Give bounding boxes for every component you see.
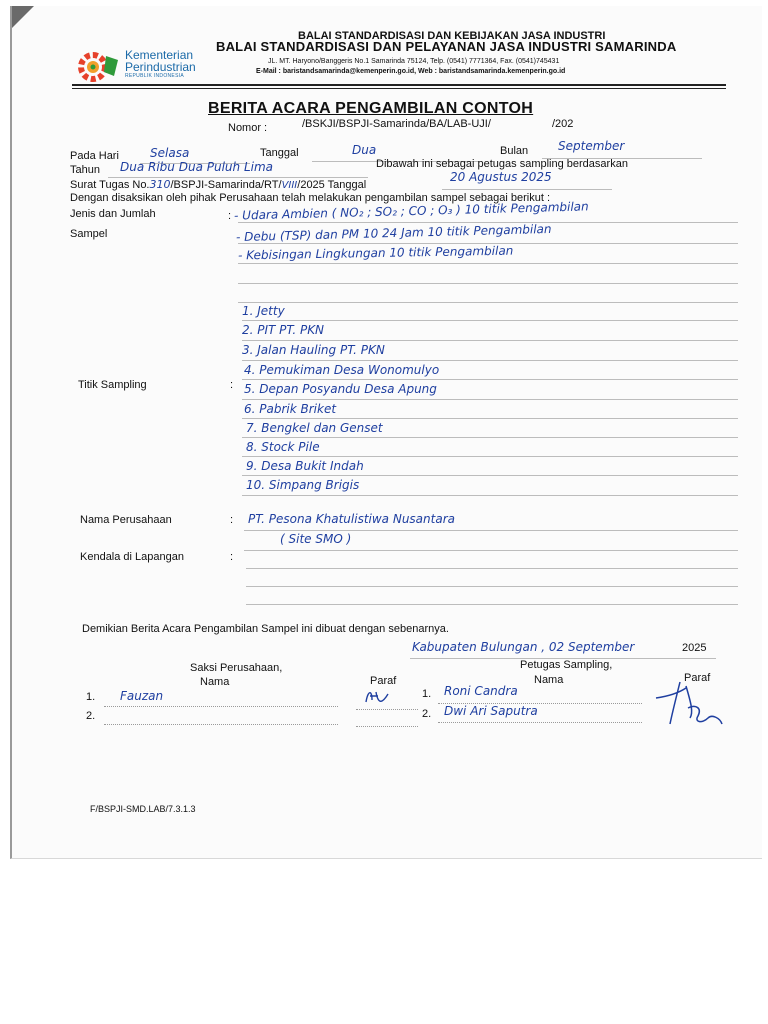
document-title: BERITA ACARA PENGAMBILAN CONTOH	[208, 100, 534, 117]
saksi-1-line	[104, 706, 338, 707]
place-date-year: 2025	[682, 642, 707, 654]
kendala-line-3	[246, 604, 738, 605]
logo-text-ri: REPUBLIK INDONESIA	[125, 73, 185, 79]
titik-item-10: 10. Simpang Brigis	[246, 478, 360, 492]
titik-item-3: 3. Jalan Hauling PT. PKN	[242, 343, 385, 357]
kemenperin-logo-icon	[76, 50, 122, 84]
perusahaan-line-1	[244, 530, 738, 531]
tahun-value: Dua Ribu Dua Puluh Lima	[120, 160, 273, 174]
petugas-1-number: 1.	[422, 688, 432, 700]
saksi-paraf-line-2	[356, 726, 418, 727]
petugas-paraf-label: Paraf	[684, 672, 711, 684]
titik-item-5: 5. Depan Posyandu Desa Apung	[244, 382, 437, 396]
titik-item-8: 8. Stock Pile	[246, 440, 320, 454]
corner-fold	[12, 6, 34, 28]
saksi-paraf-signature-icon	[362, 686, 392, 708]
logo-text-perindustrian: Perindustrian	[125, 60, 196, 74]
demikian-text: Demikian Berita Acara Pengambilan Sampel ini dibuat dengan sebenarnya.	[82, 623, 449, 635]
saksi-2-number: 2.	[86, 710, 96, 722]
org-line-1: BALAI STANDARDISASI DAN KEBIJAKAN JASA INDUSTRI	[298, 30, 606, 42]
saksi-1-name: Fauzan	[120, 689, 164, 703]
nomor-year: /202	[552, 118, 574, 130]
bulan-value: September	[558, 139, 625, 153]
petugas-2-name: Dwi Ari Saputra	[444, 704, 538, 718]
kendala-line-1	[246, 568, 738, 569]
titik-line-4	[242, 379, 738, 380]
surat-no: 310	[149, 178, 171, 191]
surat-date: 20 Agustus 2025	[450, 170, 552, 184]
form-code: F/BSPJI-SMD.LAB/7.3.1.3	[90, 804, 196, 814]
sample-item-2: - Debu (TSP) dan PM 10 24 Jam 10 titik Pengambilan	[235, 221, 552, 245]
sampel-label: Sampel	[70, 228, 108, 240]
bulan-label: Bulan	[500, 145, 529, 157]
titik-item-7: 7. Bengkel dan Genset	[246, 421, 383, 435]
titik-line-2	[242, 340, 738, 341]
saksi-paraf-label: Paraf	[370, 675, 397, 687]
sample-line-5	[238, 302, 738, 303]
saksi-2-line	[104, 724, 338, 725]
perusahaan-line-2	[244, 550, 738, 551]
org-address: JL. MT. Haryono/Banggeris No.1 Samarinda 75124, Telp. (0541) 7771364, Fax. (0541)745431	[268, 58, 560, 65]
surat-date-line	[442, 189, 612, 190]
header-rule-thin	[72, 88, 726, 89]
place-date: Kabupaten Bulungan , 02 September	[412, 640, 635, 654]
titik-label: Titik Sampling	[78, 379, 147, 391]
surat-suffix: /2025 Tanggal	[297, 179, 367, 191]
dibawah-text: Dibawah ini sebagai petugas sampling berdasarkan	[376, 158, 628, 170]
titik-item-1: 1. Jetty	[242, 304, 285, 318]
titik-line-6	[242, 418, 738, 419]
tanggal-value: Dua	[352, 143, 377, 157]
perusahaan-colon: :	[230, 514, 234, 526]
kendala-label: Kendala di Lapangan	[80, 551, 184, 563]
titik-line-9	[242, 475, 738, 476]
sample-line-4	[238, 283, 738, 284]
titik-line-7	[242, 437, 738, 438]
titik-line-5	[242, 399, 738, 400]
titik-line-8	[242, 456, 738, 457]
titik-item-4: 4. Pemukiman Desa Wonomulyo	[244, 363, 440, 377]
sample-item-1: - Udara Ambien ( NO₂ ; SO₂ ; CO ; O₃ ) 10 titik Pengambilan	[233, 199, 589, 223]
sample-item-3: - Kebisingan Lingkungan 10 titik Pengambilan	[237, 243, 514, 263]
saksi-paraf-line-1	[356, 709, 418, 710]
jenis-colon: :	[228, 210, 232, 222]
header-rule	[72, 84, 726, 86]
saksi-label: Saksi Perusahaan,	[190, 662, 283, 674]
titik-line-1	[242, 320, 738, 321]
perusahaan-label: Nama Perusahaan	[80, 514, 172, 526]
petugas-2-line	[438, 722, 642, 723]
nomor-value: /BSKJI/BSPJI-Samarinda/BA/LAB-UJI/	[302, 118, 491, 130]
logo-text-kementerian: Kementerian	[125, 48, 194, 62]
titik-line-3	[242, 360, 738, 361]
jenis-label: Jenis dan Jumlah	[70, 208, 156, 220]
petugas-nama-label: Nama	[534, 674, 564, 686]
disaksikan-text: Dengan disaksikan oleh pihak Perusahaan telah melakukan pengambilan sampel sebagai berikut :	[70, 192, 551, 204]
perusahaan-name: PT. Pesona Khatulistiwa Nusantara	[248, 512, 455, 526]
surat-mid: /BSPJI-Samarinda/RT/	[170, 179, 282, 191]
document-page	[10, 6, 762, 859]
saksi-1-number: 1.	[86, 691, 96, 703]
tanggal-label: Tanggal	[260, 147, 299, 159]
kendala-line-2	[246, 586, 738, 587]
surat-month: VIII	[281, 180, 298, 191]
surat-prefix: Surat Tugas No.	[70, 179, 150, 191]
sample-line-2	[238, 243, 738, 244]
petugas-2-number: 2.	[422, 708, 432, 720]
pada-hari-label: Pada Hari	[70, 150, 119, 162]
saksi-nama-label: Nama	[200, 676, 230, 688]
titik-line-10	[242, 495, 738, 496]
org-email: E-Mail : baristandsamarinda@kemenperin.go.id, Web : baristandsamarinda.kemenperin.go.id	[256, 68, 566, 75]
titik-item-2: 2. PIT PT. PKN	[242, 323, 325, 337]
org-line-2: BALAI STANDARDISASI DAN PELAYANAN JASA INDUSTRI SAMARINDA	[216, 39, 677, 54]
perusahaan-site: ( Site SMO )	[280, 532, 352, 546]
petugas-1-name: Roni Candra	[444, 684, 518, 698]
petugas-paraf-signature-icon	[650, 678, 730, 730]
sample-line-1	[238, 222, 738, 223]
kendala-colon: :	[230, 551, 234, 563]
tahun-label: Tahun	[70, 164, 100, 176]
nomor-label: Nomor :	[228, 122, 268, 134]
pada-hari-value: Selasa	[150, 146, 190, 160]
sample-line-3	[238, 263, 738, 264]
titik-item-9: 9. Desa Bukit Indah	[246, 459, 364, 473]
titik-item-6: 6. Pabrik Briket	[244, 402, 337, 416]
petugas-label: Petugas Sampling,	[520, 659, 613, 671]
titik-colon: :	[230, 379, 234, 391]
